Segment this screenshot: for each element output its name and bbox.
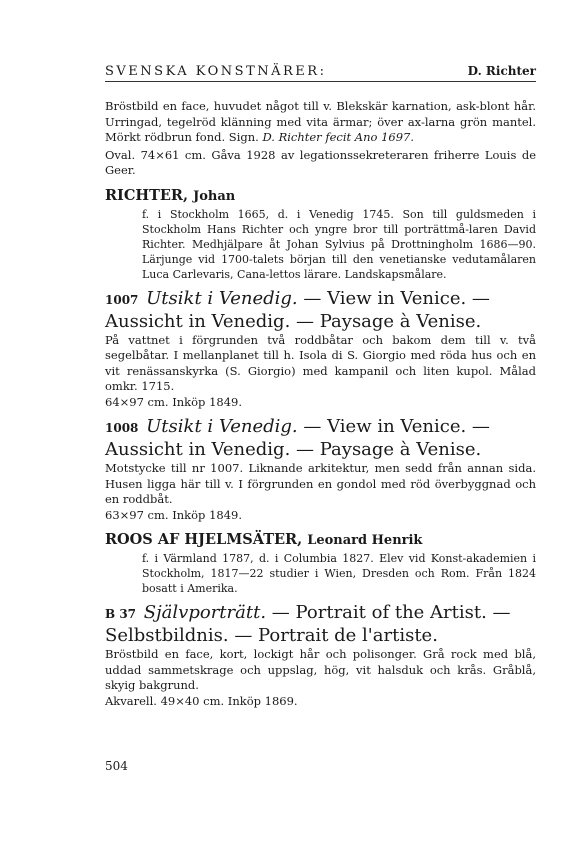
artist-heading (105, 530, 536, 551)
artwork-title-translations: — Portrait of the Artist. — Selbstbildnis. — Portrait de l'artiste. (105, 602, 511, 646)
artwork-entry (105, 602, 536, 709)
artist-entry (105, 186, 536, 524)
artwork-number: B 37 (105, 607, 137, 621)
page-number: 504 (105, 759, 128, 773)
intro-description (105, 99, 536, 146)
artwork-entry (105, 416, 536, 523)
artwork-details: 63×97 cm. Inköp 1849. (105, 507, 242, 522)
header-section-title: SVENSKA KONSTNÄRER: (105, 64, 327, 79)
intro-signature: D. Richter fecit Ano 1697. (262, 130, 415, 144)
artist-biography: f. i Värmland 1787, d. i Columbia 1827. Elev vid Konst-akademien i Stockholm, 1817—22 studier i Wien, Dresden och Rom. Från 1824 bosatt i Amerika. (142, 552, 536, 595)
artwork-title (105, 602, 536, 647)
artwork-description: Bröstbild en face, kort, lockigt hår och polisonger. Grå rock med blå, uddad sammetskrage och uppslag, hög, vit halsduk och krås. Gråblå, skyig bakgrund. (105, 647, 536, 692)
artwork-description: Motstycke till nr 1007. Liknande arkitektur, men sedd från annan sida. Husen ligga här till v. I förgrunden en gondol med röd överbyggnad och en roddbåt. (105, 461, 536, 506)
running-header (105, 64, 536, 82)
intro-details: Oval. 74×61 cm. Gåva 1928 av legationssekreteraren friherre Louis de Geer. (105, 147, 536, 177)
artwork-entry (105, 288, 536, 411)
artwork-title (105, 416, 536, 461)
artist-given-name: Johan (193, 188, 236, 204)
artwork-title (105, 288, 536, 333)
artwork-title-swedish: Utsikt i Venedig. (146, 416, 298, 437)
artwork-title-translations: — View in Venice. — Aussicht in Venedig. — Paysage à Venise. (105, 287, 490, 332)
artwork-details: Akvarell. 49×40 cm. Inköp 1869. (105, 693, 298, 708)
artist-given-name: Leonard Henrik (307, 533, 423, 548)
intro-description-text: Bröstbild en face, huvudet något till v. Blekskär karnation, ask-blont hår. Urringad, tegelröd klänning med vita ärmar; över ax-larna grön mantel. Mörkt rödbrun fond. Sign. (105, 99, 536, 144)
artist-heading (105, 186, 536, 207)
artwork-title-swedish: Självporträtt. (143, 602, 267, 623)
artist-entry (105, 530, 536, 709)
artwork-description: På vattnet i förgrunden två roddbåtar och bakom dem till v. två segelbåtar. I mellanplanet till h. Isola di S. Giorgio med röda hus och en vit renässanskyrka (S. Giorgio) med kampanil och liten kupol. Målad omkr. 1715. (105, 332, 536, 393)
artwork-number: 1007 (105, 292, 139, 307)
artwork-number: 1008 (105, 421, 139, 435)
artwork-details: 64×97 cm. Inköp 1849. (105, 394, 242, 409)
artist-surname: ROOS AF HJELMSÄTER, (105, 531, 303, 548)
artwork-title-translations: — View in Venice. — Aussicht in Venedig. — Paysage à Venise. (105, 416, 490, 460)
artist-surname: RICHTER, (105, 186, 189, 204)
header-artist-name: D. Richter (467, 64, 536, 78)
artwork-title-swedish: Utsikt i Venedig. (146, 287, 298, 309)
page-content (105, 99, 536, 709)
artist-biography: f. i Stockholm 1665, d. i Venedig 1745. Son till guldsmeden i Stockholm Hans Richter och yngre bror till porträttmå-laren David Richter. Medhjälpare åt Johan Sylvius på Drottningholm 1686—90. Lärjunge vid 1700-talets början till den venetianske vedutamålaren Luca Carlevaris, Cana-lettos lärare. Landskapsmålare. (142, 207, 536, 281)
